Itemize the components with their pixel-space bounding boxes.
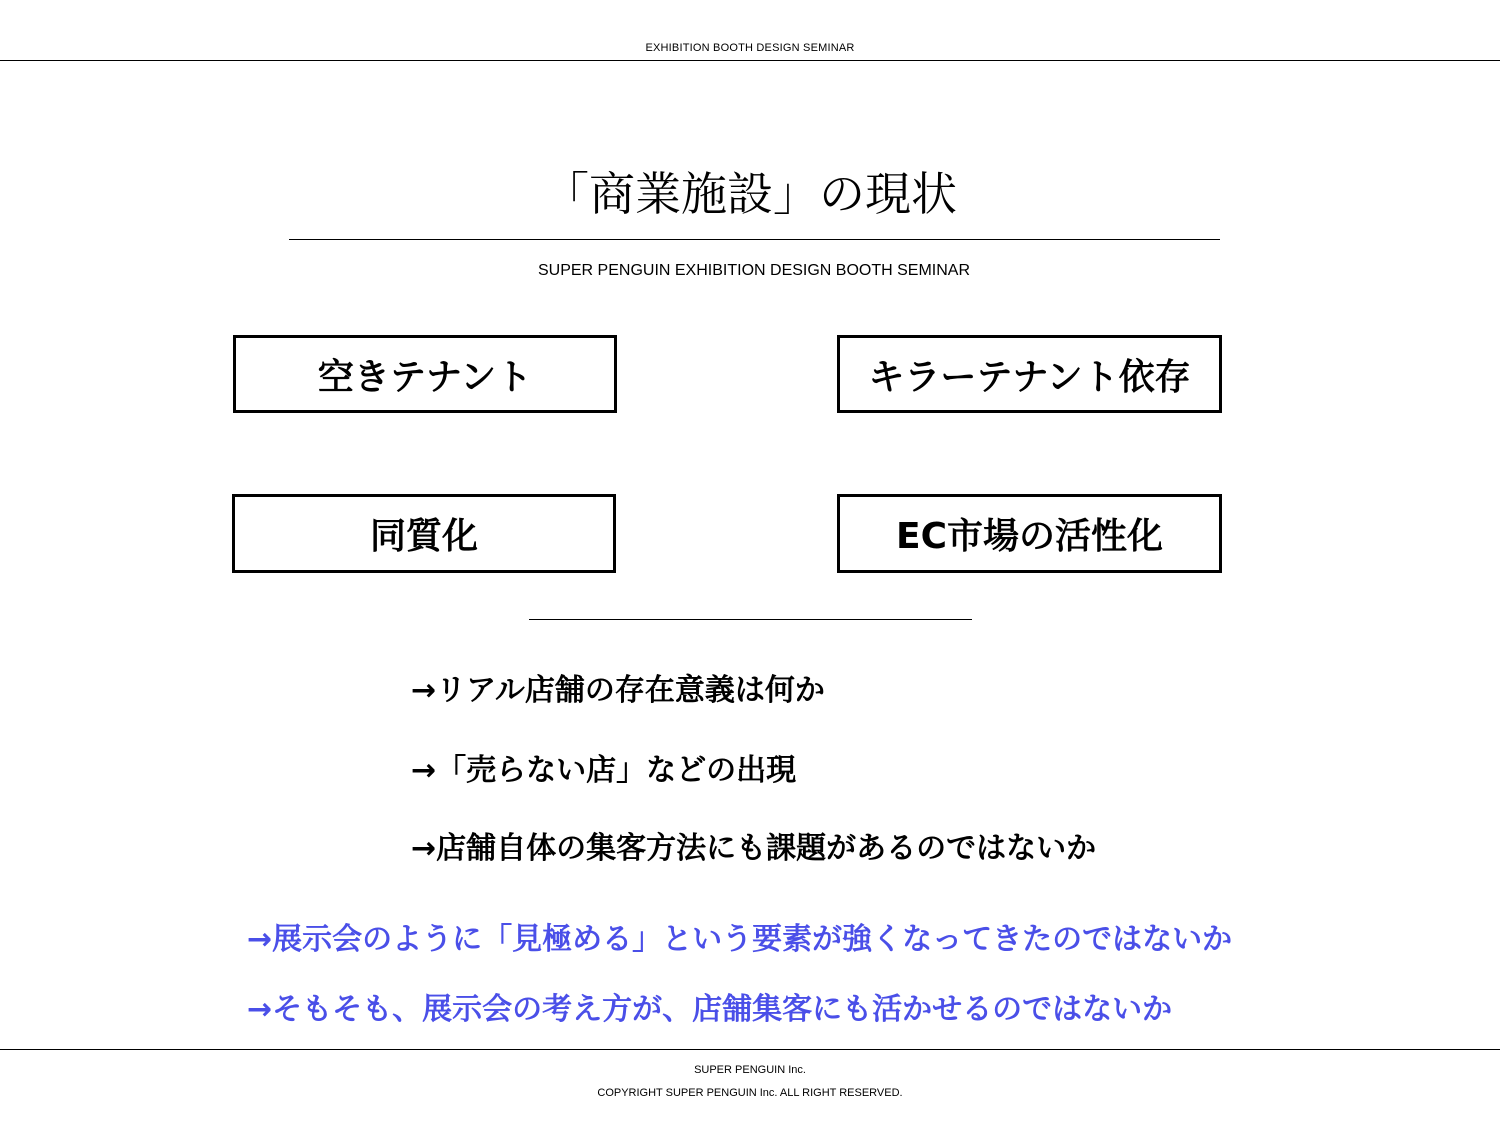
- issue-box-homogenization: 同質化: [232, 494, 616, 573]
- point-item: →「売らない店」などの出現: [411, 753, 797, 788]
- issue-box-killer-tenant-dependence: キラーテナント依存: [837, 335, 1222, 413]
- issue-box-vacant-tenants: 空きテナント: [233, 335, 617, 413]
- highlight-item: →展示会のように「見極める」という要素が強くなってきたのではないか: [247, 922, 1233, 957]
- footer-company: SUPER PENGUIN Inc.: [694, 1064, 806, 1076]
- title-divider: [289, 239, 1220, 240]
- section-divider: [529, 619, 972, 620]
- footer-divider: [0, 1049, 1500, 1050]
- highlight-item: →そもそも、展示会の考え方が、店舗集客にも活かせるのではないか: [247, 992, 1173, 1027]
- point-item: →店舗自体の集客方法にも課題があるのではないか: [411, 831, 1097, 866]
- issue-box-ec-market: EC市場の活性化: [837, 494, 1222, 573]
- slide-subtitle: SUPER PENGUIN EXHIBITION DESIGN BOOTH SEMINAR: [537, 262, 971, 279]
- header-divider: [0, 60, 1500, 61]
- point-item: →リアル店舗の存在意義は何か: [411, 673, 825, 708]
- footer-copyright: COPYRIGHT SUPER PENGUIN Inc. ALL RIGHT RESERVED.: [597, 1087, 903, 1099]
- slide-title: 「商業施設」の現状: [543, 167, 957, 221]
- header-title: EXHIBITION BOOTH DESIGN SEMINAR: [645, 42, 855, 54]
